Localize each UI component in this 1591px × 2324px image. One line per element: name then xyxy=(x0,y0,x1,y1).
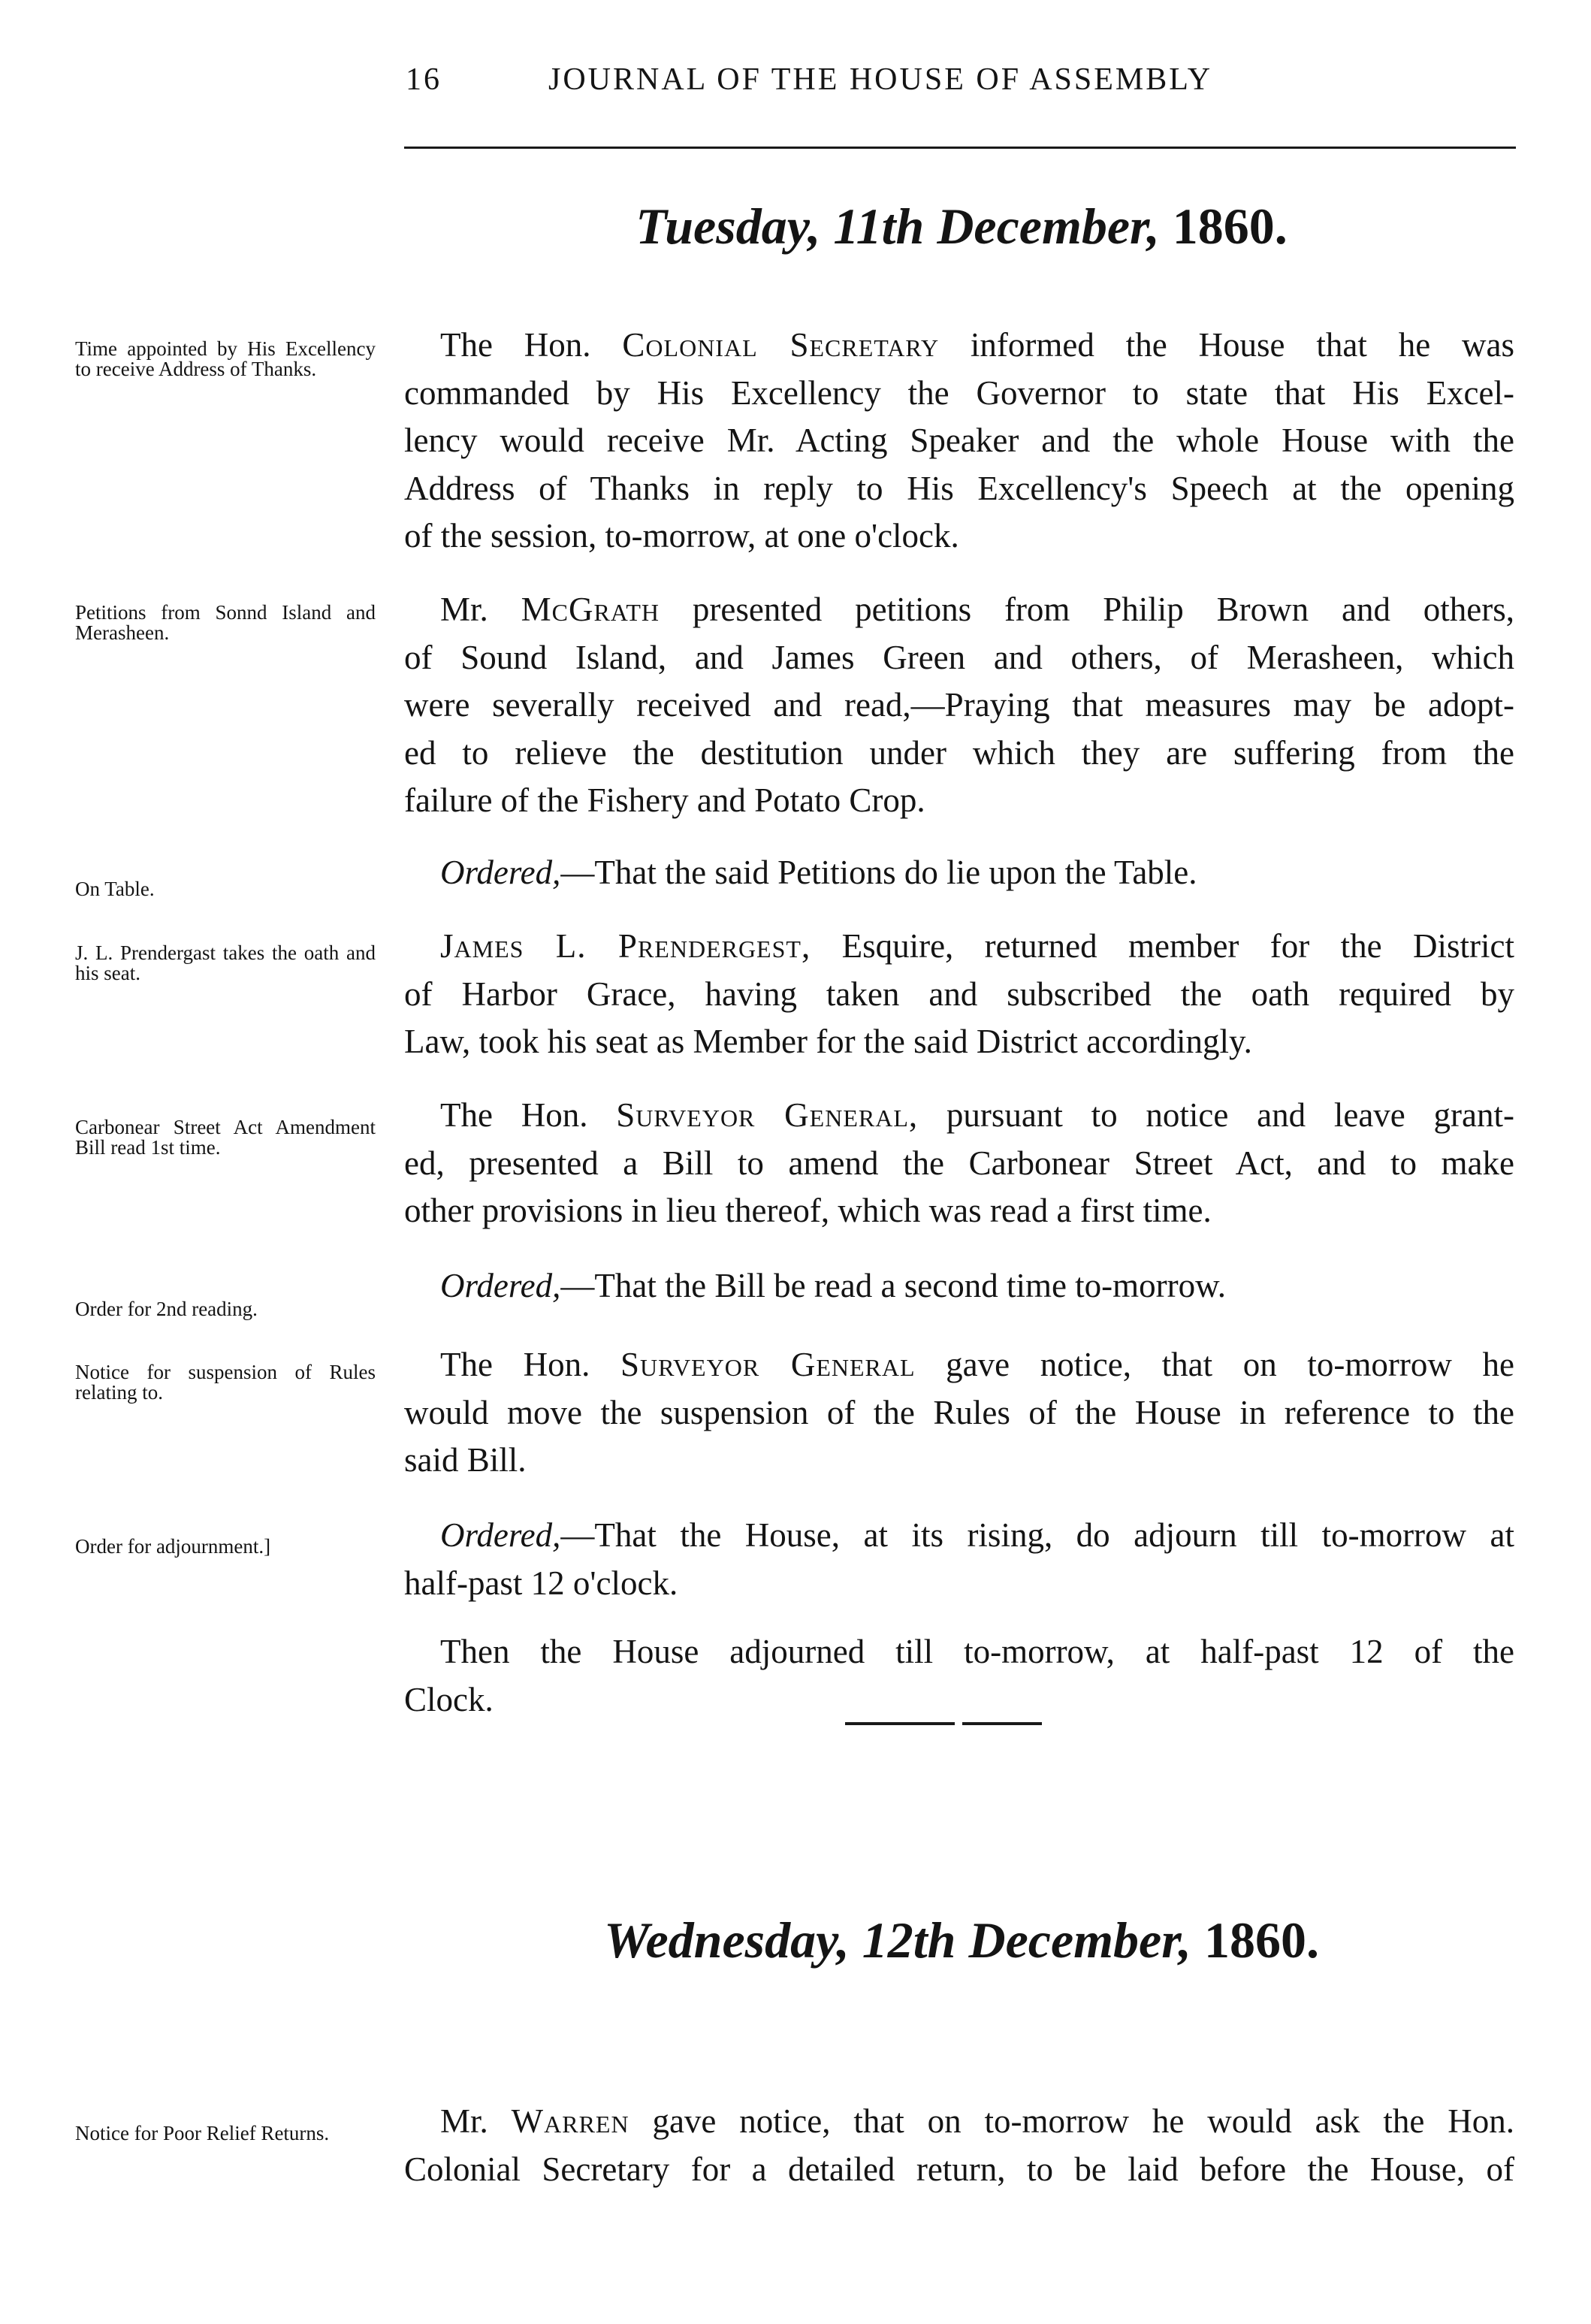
entry-line: Ordered,—That the said Petitions do lie upon the Table. xyxy=(440,854,1197,891)
page-number: 16 xyxy=(406,62,442,97)
entry-line: Clock. xyxy=(404,1680,494,1718)
entry-line: Law, took his seat as Member for the said District accordingly. xyxy=(404,1023,1252,1060)
date-heading-tuesday xyxy=(406,197,1517,256)
entry-lead: The Hon. xyxy=(440,1096,588,1134)
entry-line: of Harbor Grace, having taken and subscribed the oath required by xyxy=(404,975,1514,1013)
margin-note: Petitions from Sonnd Island and Merasheen. xyxy=(75,601,376,644)
margin-note: Order for 2nd reading. xyxy=(75,1298,258,1320)
journal-entry xyxy=(404,586,1514,825)
margin-note: Notice for Poor Relief Returns. xyxy=(75,2122,330,2144)
margin-note: Notice for suspension of Rules relating to. xyxy=(75,1361,376,1404)
heading-day: Wednesday, xyxy=(604,1911,850,1969)
entry-lead: The Hon. xyxy=(440,326,591,364)
section-divider-right xyxy=(962,1722,1042,1725)
entry-lead-name: Surveyor General xyxy=(620,1346,916,1383)
entry-line: would move the suspension of the Rules of the House in reference to the xyxy=(404,1393,1514,1431)
margin-note: Carbonear Street Act Amendment Bill read 1st time. xyxy=(75,1116,376,1159)
ordered-label: Ordered, xyxy=(440,1516,561,1554)
entry-lead-name: Warren xyxy=(511,2102,629,2140)
entry-line: half-past 12 o'clock. xyxy=(404,1564,678,1602)
margin-note: Time appointed by His Excellency to receive Address of Thanks. xyxy=(75,337,376,380)
entry-line: were severally received and read,—Praying that measures may be adopt- xyxy=(404,686,1514,724)
margin-note: Order for adjournment.] xyxy=(75,1535,271,1558)
entry-lead-name: Surveyor General, xyxy=(616,1096,919,1134)
entry-lead: Mr. xyxy=(440,2102,488,2140)
entry-lead-name: James L. Prendergest, xyxy=(440,927,811,965)
entry-lead-name: McGrath xyxy=(521,591,660,628)
entry-line: Mr. McGrath presented petitions from Philip Brown and others, xyxy=(440,591,1514,628)
entry-lead-name: Colonial Secretary xyxy=(622,326,940,364)
date-heading-wednesday xyxy=(406,1911,1517,1970)
heading-date: 11th December, xyxy=(833,198,1160,255)
margin-note: On Table. xyxy=(75,878,155,900)
entry-line: James L. Prendergest, Esquire, returned member for the District xyxy=(440,927,1514,965)
entry-line: ed, presented a Bill to amend the Carbonear Street Act, and to make xyxy=(404,1144,1514,1182)
entry-lead: The Hon. xyxy=(440,1346,590,1383)
journal-title: JOURNAL OF THE HOUSE OF ASSEMBLY xyxy=(548,62,1213,97)
journal-entry xyxy=(404,1341,1514,1485)
entry-line: Colonial Secretary for a detailed return, to be laid before the House, of xyxy=(404,2150,1514,2188)
journal-entry xyxy=(404,1512,1514,1607)
ordered-label: Ordered, xyxy=(440,854,561,891)
entry-line: other provisions in lieu thereof, which was read a first time. xyxy=(404,1192,1212,1229)
entry-line: Address of Thanks in reply to His Excellency's Speech at the opening xyxy=(404,469,1514,507)
heading-year: 1860. xyxy=(1172,198,1288,255)
running-header xyxy=(406,62,1517,107)
entry-lead: Mr. xyxy=(440,591,488,628)
journal-entry xyxy=(404,923,1514,1066)
journal-entry xyxy=(404,1262,1514,1310)
journal-entry xyxy=(404,1628,1514,1724)
entry-line: said Bill. xyxy=(404,1441,527,1479)
journal-entry xyxy=(404,1092,1514,1235)
header-rule xyxy=(404,147,1516,149)
entry-line: The Hon. Surveyor General gave notice, that on to-morrow he xyxy=(440,1346,1515,1383)
heading-day: Tuesday, xyxy=(635,198,821,255)
entry-line: Ordered,—That the House, at its rising, do adjourn till to-morrow at xyxy=(440,1516,1514,1554)
entry-line: of Sound Island, and James Green and others, of Merasheen, which xyxy=(404,638,1514,676)
entry-line: The Hon. Surveyor General, pursuant to notice and leave grant- xyxy=(440,1096,1514,1134)
entry-line: Mr. Warren gave notice, that on to-morrow he would ask the Hon. xyxy=(440,2102,1515,2140)
entry-line: ed to relieve the destitution under which they are suffering from the xyxy=(404,733,1514,772)
section-divider-left xyxy=(845,1722,955,1725)
entry-line: failure of the Fishery and Potato Crop. xyxy=(404,781,925,819)
journal-entry xyxy=(404,849,1514,897)
ordered-label: Ordered, xyxy=(440,1267,561,1304)
entry-line: of the session, to-morrow, at one o'clock. xyxy=(404,517,959,555)
margin-note: J. L. Prendergast takes the oath and his seat. xyxy=(75,941,376,984)
entry-line: The Hon. Colonial Secretary informed the House that he was xyxy=(440,326,1514,364)
entry-line: commanded by His Excellency the Governor to state that His Excel- xyxy=(404,373,1514,412)
entry-line: Then the House adjourned till to-morrow, at half-past 12 of the xyxy=(440,1633,1514,1670)
entry-line: lency would receive Mr. Acting Speaker and the whole House with the xyxy=(404,422,1514,459)
heading-year: 1860. xyxy=(1203,1911,1319,1969)
entry-line: Ordered,—That the Bill be read a second time to-morrow. xyxy=(440,1267,1226,1304)
journal-entry xyxy=(404,322,1514,561)
journal-entry xyxy=(404,2098,1514,2193)
heading-date: 12th December, xyxy=(862,1911,1191,1969)
